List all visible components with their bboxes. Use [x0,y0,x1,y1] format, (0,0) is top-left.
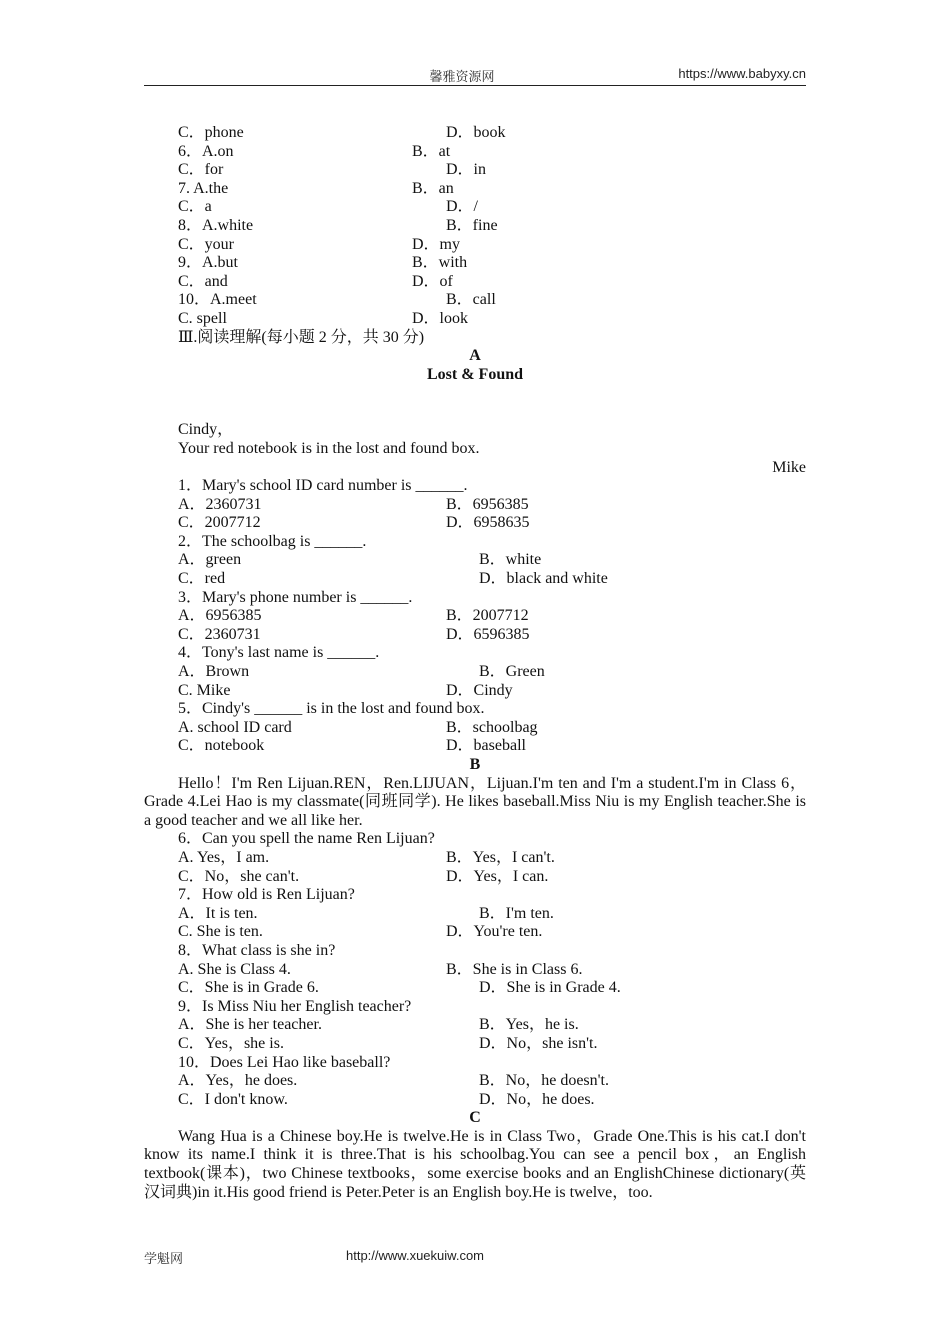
option-left: 8．A.white [178,216,254,234]
option-row [144,868,806,887]
option-right: B．Yes，he is. [479,1016,579,1034]
option-right: B．call [446,291,496,309]
question-stem: 6．Can you spell the name Ren Lijuan? [178,830,435,848]
header-divider [144,85,806,86]
option-left: C. spell [178,309,227,327]
footer-site-name: 学魁网 [144,1252,184,1267]
footer-url[interactable]: http://www.xuekuiw.com [346,1248,484,1263]
option-right: B．white [479,551,542,569]
partA-title: Lost & Found [426,365,524,383]
option-row [144,737,806,756]
option-left: C．and [178,272,228,290]
partA-label: A [469,347,481,365]
section2-options [144,124,806,329]
option-left: C．2360731 [178,625,261,643]
option-left: C．She is in Grade 6. [178,979,319,997]
option-left: 7. A.the [178,179,229,197]
question-stem: 1．Mary's school ID card number is ______. [178,477,468,495]
option-row [144,198,806,217]
option-left: C．red [178,570,226,588]
partB-label: B [469,756,481,773]
question-stem: 8．What class is she in? [178,941,336,959]
option-left: C．a [178,198,212,216]
worksheet-content [144,124,806,1202]
section3-title: Ⅲ.阅读理解(每小题 2 分，共 30 分) [178,328,425,346]
option-left: A. Yes，I am. [178,848,270,866]
option-left: A．6956385 [178,607,262,625]
option-right: D．6958635 [446,514,530,532]
partC-passage: Wang Hua is a Chinese boy.He is twelve.He is in Class Two，Grade One.This is his cat.I don't know its name.I think it is three.That is his schoolbag.You can see a pencil box，an English textbook(课本)，two Chinese textbooks，some exercise books and an EnglishChinese dictionary(英汉词典)in it.His good friend is Peter.Peter is an English boy.He is twelve，too. [144,1127,807,1201]
note-body: Your red notebook is in the lost and found box. [178,439,480,457]
partC-label: C [469,1109,481,1127]
option-row [144,273,806,292]
option-row [144,905,806,924]
option-row [144,310,806,329]
option-right: B．Green [479,663,545,681]
option-left: 10．A.meet [178,291,257,309]
option-right: D．Cindy [446,681,513,699]
option-left: C. She is ten. [178,923,263,941]
option-right: B．I'm ten. [479,904,554,922]
option-right: D．of [412,272,453,290]
option-left: 9．A.but [178,254,239,272]
question-stem: 10．Does Lei Hao like baseball? [178,1053,391,1071]
note-recipient: Cindy， [178,421,234,439]
option-left: C．I don't know. [178,1090,288,1108]
option-left: A．Brown [178,663,250,681]
option-right: D．No，he does. [479,1090,595,1108]
option-row [144,217,806,236]
option-row [144,1091,806,1110]
option-row [144,570,806,589]
option-row [144,849,806,868]
option-right: D．You're ten. [446,923,543,941]
option-row [144,682,806,701]
option-right: D．No，she isn't. [479,1034,598,1052]
option-right: D．Yes，I can. [446,867,549,885]
option-left: C．notebook [178,737,265,755]
option-row [144,161,806,180]
option-left: 6．A.on [178,142,234,160]
option-row [144,291,806,310]
option-left: C．No，she can't. [178,867,300,885]
option-right: D．book [446,124,506,141]
option-left: A．2360731 [178,495,262,513]
option-row [144,1035,806,1054]
notice-image-space [144,384,806,421]
option-left: C．phone [178,124,244,141]
option-row [144,551,806,570]
option-row [144,236,806,255]
option-row [144,719,806,738]
question-stem: 5．Cindy's ______ is in the lost and found box. [178,700,485,718]
option-right: B．6956385 [446,495,529,513]
option-left: A．It is ten. [178,904,258,922]
option-left: A．green [178,551,242,569]
option-left: A. school ID card [178,718,292,736]
option-row [144,514,806,533]
option-left: A．Yes，he does. [178,1072,298,1090]
option-row [144,626,806,645]
note-signature: Mike [772,458,806,476]
question-stem: 3．Mary's phone number is ______. [178,588,413,606]
question-stem: 7．How old is Ren Lijuan? [178,886,355,904]
option-row [144,254,806,273]
option-row [144,124,806,143]
option-row [144,923,806,942]
partB-questions [144,830,806,1109]
option-row [144,496,806,515]
question-stem: 2．The schoolbag is ______. [178,532,367,550]
option-left: C．for [178,161,224,179]
option-right: B．at [412,142,451,160]
option-row [144,1016,806,1035]
option-right: D．my [412,235,461,253]
option-row [144,1072,806,1091]
option-right: B．Yes，I can't. [446,848,555,866]
option-left: A. She is Class 4. [178,960,291,978]
option-right: B．She is in Class 6. [446,960,583,978]
option-left: C．2007712 [178,514,261,532]
question-stem: 4．Tony's last name is ______. [178,644,380,662]
option-row [144,143,806,162]
option-right: B．fine [446,216,498,234]
option-right: B．2007712 [446,607,529,625]
header-site-name: 馨雅资源网 [429,70,495,85]
option-left: A．She is her teacher. [178,1016,322,1034]
option-row [144,979,806,998]
option-right: B．an [412,179,454,197]
option-right: D．black and white [479,570,608,588]
option-right: D．She is in Grade 4. [479,979,621,997]
option-right: D．baseball [446,737,526,755]
question-stem: 9．Is Miss Niu her English teacher? [178,997,412,1015]
option-right: D．in [446,161,487,179]
option-right: D．look [412,309,469,327]
option-right: D．/ [446,198,479,216]
option-right: B．schoolbag [446,718,538,736]
option-row [144,180,806,199]
option-left: C. Mike [178,681,231,699]
partA-questions [144,477,806,756]
option-right: B．No，he doesn't. [479,1072,609,1090]
option-left: C．your [178,235,235,253]
partB-passage: Hello！I'm Ren Lijuan.REN，Ren.LIJUAN，Lijuan.I'm ten and I'm a student.I'm in Class 6，Grade 4.Lei Hao is my classmate(同班同学). He likes baseball.Miss Niu is my English teacher.She is a good teacher and we all like her. [144,774,806,829]
option-row [144,607,806,626]
option-right: B．with [412,254,468,272]
option-right: D．6596385 [446,625,530,643]
option-row [144,663,806,682]
option-row [144,961,806,980]
header-url[interactable]: https://www.babyxy.cn [678,66,806,81]
option-left: C．Yes，she is. [178,1034,284,1052]
